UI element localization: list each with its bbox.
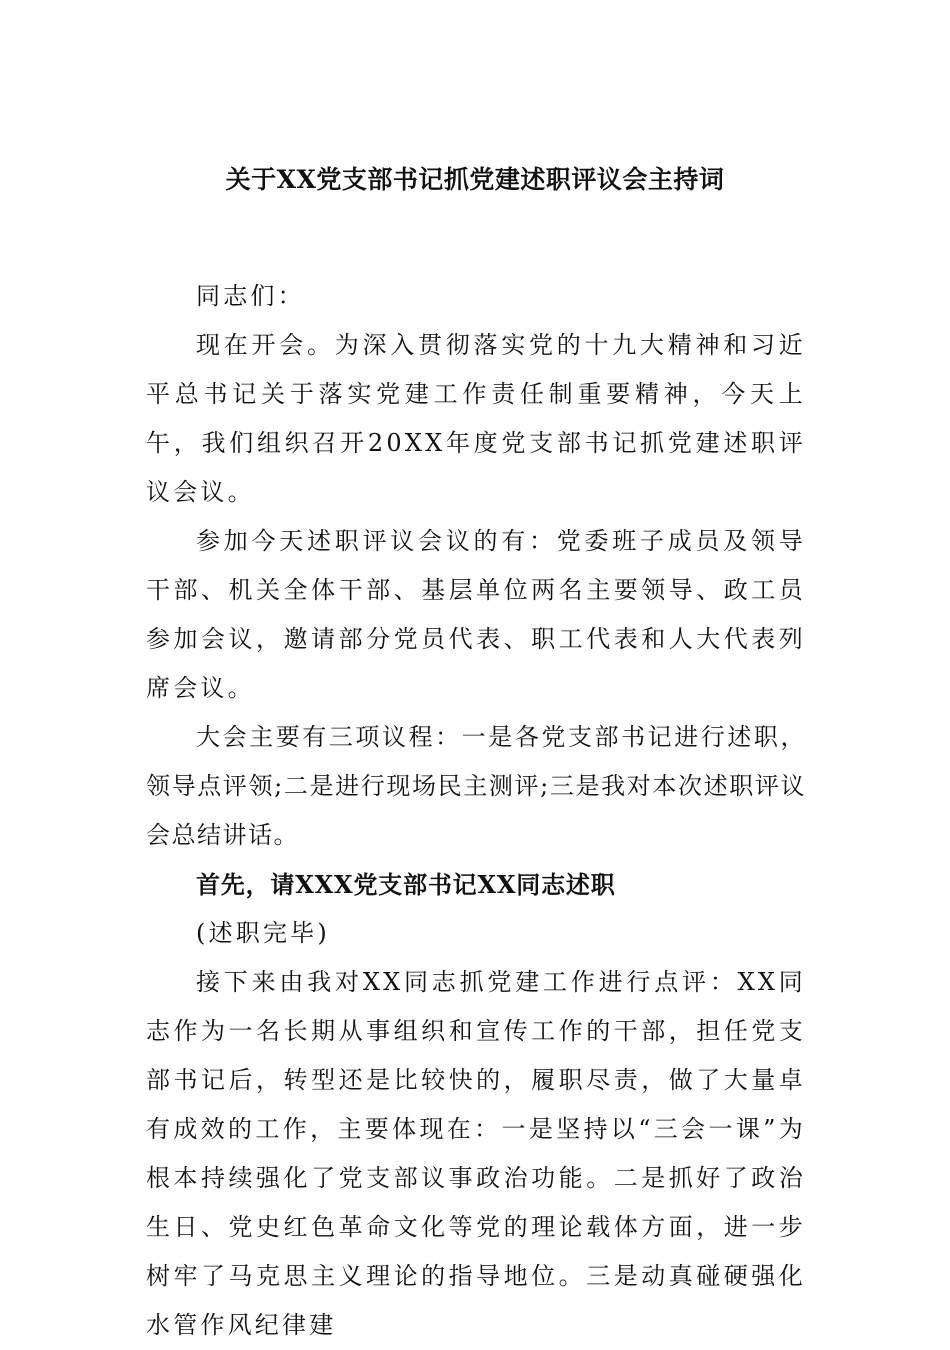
document-body xyxy=(146,272,806,1350)
paragraph-attendees: 参加今天述职评议会议的有：党委班子成员及领导干部、机关全体干部、基层单位两名主要领导、政工员参加会议，邀请部分党员代表、职工代表和人大代表列席会议。 xyxy=(146,527,806,702)
paragraph-review: 接下来由我对XX同志抓党建工作进行点评：XX同志作为一名长期从事组织和宣传工作的干部，担任党支部书记后，转型还是比较快的，履职尽责，做了大量卓有成效的工作，主要体现在：一是坚持以“三会一课”为根本持续强化了党支部议事政治功能。二是抓好了政治生日、党史红色革命文化等党的理论载体方面，进一步树牢了马克思主义理论的指导地位。三是动真碰硬强化水管作风纪律建 xyxy=(146,968,806,1339)
paragraph-report-done: (述职完毕) xyxy=(196,919,330,947)
paragraph-opening: 现在开会。为深入贯彻落实党的十九大精神和习近平总书记关于落实党建工作责任制重要精神，今天上午，我们组织召开20XX年度党支部书记抓党建述职评议会议。 xyxy=(146,331,806,506)
paragraph-agenda: 大会主要有三项议程：一是各党支部书记进行述职，领导点评领;二是进行现场民主测评;三是我对本次述职评议会总结讲话。 xyxy=(146,723,806,849)
paragraph-greeting: 同志们： xyxy=(196,282,305,310)
document-title: 关于XX党支部书记抓党建述职评议会主持词 xyxy=(225,165,725,194)
paragraph-first-report: 首先，请XXX党支部书记XX同志述职 xyxy=(196,870,616,899)
